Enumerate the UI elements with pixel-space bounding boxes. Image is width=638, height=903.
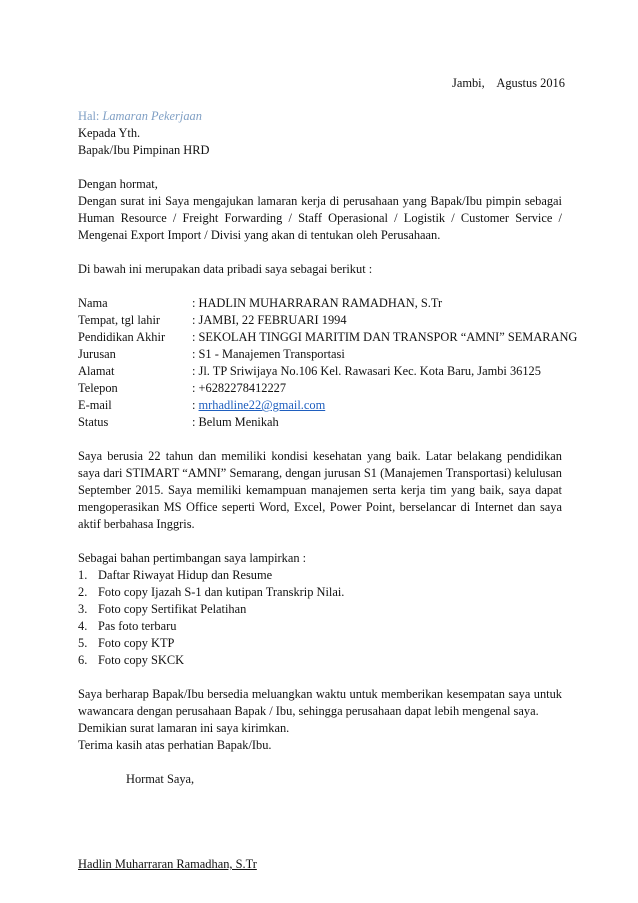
list-item bbox=[78, 652, 562, 669]
info-value: : HADLIN MUHARRARAN RAMADHAN, S.Tr bbox=[192, 296, 443, 310]
attachments-intro: Sebagai bahan pertimbangan saya lampirkan : bbox=[78, 551, 307, 565]
info-row-birth bbox=[78, 312, 562, 329]
list-number: 1. bbox=[78, 568, 88, 582]
info-row-name bbox=[78, 295, 562, 312]
list-item bbox=[78, 584, 562, 601]
info-label: Nama bbox=[78, 296, 108, 310]
closing-line-1: Demikian surat lamaran ini saya kirimkan. bbox=[78, 721, 290, 735]
list-item bbox=[78, 601, 562, 618]
info-value: : S1 - Manajemen Transportasi bbox=[192, 347, 345, 361]
signer-name: Hadlin Muharraran Ramadhan, S.Tr bbox=[78, 857, 257, 871]
info-label: E-mail bbox=[78, 398, 112, 412]
subject-line bbox=[78, 108, 562, 125]
info-row-phone bbox=[78, 380, 562, 397]
list-number: 2. bbox=[78, 585, 88, 599]
closing-paragraph bbox=[78, 686, 562, 720]
info-row-major bbox=[78, 346, 562, 363]
info-row-education bbox=[78, 329, 578, 346]
list-text: Foto copy KTP bbox=[98, 636, 175, 650]
list-text: Pas foto terbaru bbox=[98, 619, 177, 633]
attachments-list bbox=[78, 567, 562, 669]
letter-body bbox=[78, 108, 578, 873]
recipient-line-2: Bapak/Ibu Pimpinan HRD bbox=[78, 143, 210, 157]
list-text: Daftar Riwayat Hidup dan Resume bbox=[98, 568, 273, 582]
email-prefix: : bbox=[192, 398, 199, 412]
info-label: Tempat, tgl lahir bbox=[78, 313, 161, 327]
personal-data-intro: Di bawah ini merupakan data pribadi saya sebagai berikut : bbox=[78, 262, 373, 276]
list-number: 5. bbox=[78, 636, 88, 650]
background-paragraph-text: Saya berusia 22 tahun dan memiliki kondisi kesehatan yang baik. Latar belakang pendidikan saya dari STIMART “AMNI” Semarang, dengan jurusan S1 (Manajemen Transportasi) kelulusan September 2015. Saya memiliki kemampuan manajemen serta kerja tim yang baik, saya dapat mengoperasikan MS Office seperti Word, Excel, Power Point, berselancar di Internet dan saya aktif berbahasa Inggris. bbox=[78, 449, 562, 531]
info-label: Jurusan bbox=[78, 347, 116, 361]
list-text: Foto copy SKCK bbox=[98, 653, 185, 667]
info-value: : JAMBI, 22 FEBRUARI 1994 bbox=[192, 313, 347, 327]
info-value: : Jl. TP Sriwijaya No.106 Kel. Rawasari Kec. Kota Baru, Jambi 36125 bbox=[192, 364, 541, 378]
list-item bbox=[78, 618, 562, 635]
list-text: Foto copy Sertifikat Pelatihan bbox=[98, 602, 247, 616]
info-value: : Belum Menikah bbox=[192, 415, 279, 429]
signature-space bbox=[78, 788, 562, 856]
opening-paragraph-text: Dengan surat ini Saya mengajukan lamaran kerja di perusahaan yang Bapak/Ibu pimpin sebagai Human Resource / Freight Forwarding / Staff Operasional / Logistik / Customer Service / Mengenai Export Import / Divisi yang akan di tentukan oleh Perusahaan. bbox=[78, 194, 562, 242]
letter-date: Jambi, Agustus 2016 bbox=[452, 76, 565, 90]
opening-paragraph bbox=[78, 193, 562, 244]
info-label: Telepon bbox=[78, 381, 118, 395]
closing-paragraph-text: Saya berharap Bapak/Ibu bersedia meluangkan waktu untuk memberikan kesempatan saya untuk wawancara dengan perusahaan Bapak / Ibu, sehingga perusahaan dapat lebih mengenal saya. bbox=[78, 687, 562, 718]
list-number: 6. bbox=[78, 653, 88, 667]
greeting: Dengan hormat, bbox=[78, 177, 158, 191]
background-paragraph bbox=[78, 448, 562, 533]
list-text: Foto copy Ijazah S-1 dan kutipan Transkrip Nilai. bbox=[98, 585, 345, 599]
closing-line-2: Terima kasih atas perhatian Bapak/Ibu. bbox=[78, 738, 272, 752]
subject-value: Lamaran Pekerjaan bbox=[102, 109, 202, 123]
list-item bbox=[78, 567, 562, 584]
subject-label: Hal: bbox=[78, 109, 100, 123]
info-label: Status bbox=[78, 415, 109, 429]
info-value: : SEKOLAH TINGGI MARITIM DAN TRANSPOR “AMNI” SEMARANG bbox=[192, 330, 578, 344]
list-item bbox=[78, 635, 562, 652]
info-row-status bbox=[78, 414, 562, 431]
regards: Hormat Saya, bbox=[126, 772, 195, 786]
list-number: 4. bbox=[78, 619, 88, 633]
info-label: Pendidikan Akhir bbox=[78, 330, 166, 344]
info-value bbox=[192, 397, 562, 414]
personal-data-table bbox=[78, 295, 578, 431]
recipient-line-1: Kepada Yth. bbox=[78, 126, 141, 140]
list-number: 3. bbox=[78, 602, 88, 616]
info-label: Alamat bbox=[78, 364, 115, 378]
email-link[interactable]: mrhadline22@gmail.com bbox=[198, 398, 326, 412]
info-row-email bbox=[78, 397, 562, 414]
info-value: : +6282278412227 bbox=[192, 381, 287, 395]
info-row-address bbox=[78, 363, 562, 380]
